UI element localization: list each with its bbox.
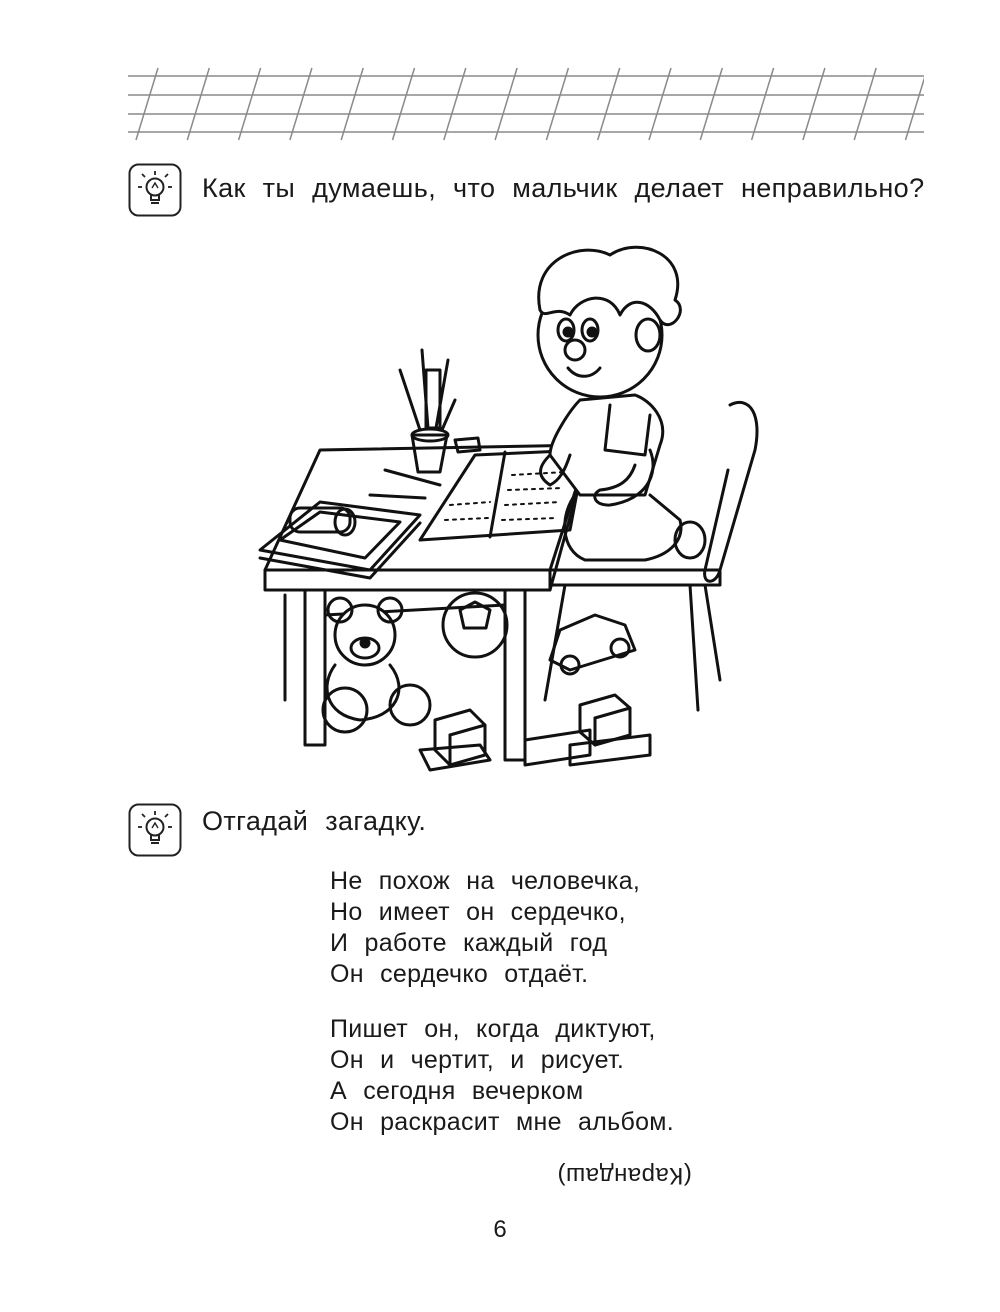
slant-guide-line xyxy=(752,68,774,140)
slant-guide-line xyxy=(854,68,876,140)
slant-guide-line xyxy=(803,68,825,140)
poem-line: А сегодня вечерком xyxy=(330,1077,584,1105)
slant-guide-line xyxy=(290,68,312,140)
task-1-question: Как ты думаешь, что мальчик делает неправильно? xyxy=(202,173,925,203)
riddle-stanza-2 xyxy=(330,1014,674,1138)
poem-line: Но имеет он сердечко, xyxy=(330,898,626,926)
lightbulb-icon xyxy=(128,163,182,217)
slant-guide-line xyxy=(187,68,209,140)
slant-guide-line xyxy=(239,68,261,140)
lightbulb-icon xyxy=(128,803,182,857)
task-2-prompt: Отгадай загадку. xyxy=(202,806,427,836)
poem-line: Он раскрасит мне альбом. xyxy=(330,1108,675,1136)
writing-practice-lines xyxy=(128,64,924,144)
page-number: 6 xyxy=(493,1216,507,1243)
poem-line: Он сердечко отдаёт. xyxy=(330,960,589,988)
slant-guide-line xyxy=(906,68,925,140)
slant-guide-line xyxy=(341,68,363,140)
poem-line: Не похож на человечка, xyxy=(330,867,641,895)
slant-guide-line xyxy=(444,68,466,140)
slant-guide-line xyxy=(598,68,620,140)
poem-line: И работе каждый год xyxy=(330,929,608,957)
slant-guide-line xyxy=(495,68,517,140)
poem-line: Пишет он, когда диктуют, xyxy=(330,1015,656,1043)
slant-guide-line xyxy=(546,68,568,140)
slant-guide-line xyxy=(649,68,671,140)
slant-guide-line xyxy=(700,68,722,140)
slant-guide-line xyxy=(393,68,415,140)
riddle-stanza-1 xyxy=(330,866,640,990)
poem-line: Он и чертит, и рисует. xyxy=(330,1046,625,1074)
boy-at-desk-illustration xyxy=(250,240,770,785)
riddle-answer-upside-down: (Карандаш) xyxy=(557,1162,692,1189)
slant-guide-line xyxy=(136,68,158,140)
